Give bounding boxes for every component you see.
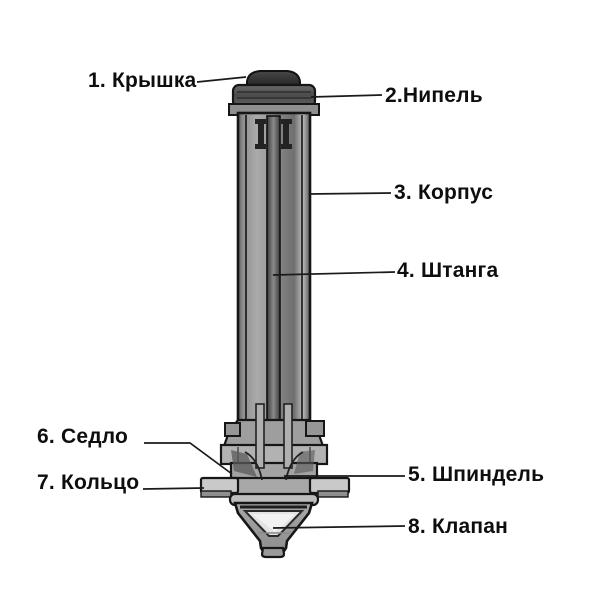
flare-lug-right xyxy=(306,421,324,436)
label-ring: 7. Кольцо xyxy=(37,471,140,494)
gland-tube-right xyxy=(284,404,292,468)
leader-line-seat xyxy=(144,443,232,474)
leader-line-cap xyxy=(197,77,246,82)
leader-line-body xyxy=(309,193,391,194)
leader-line-ring xyxy=(143,488,204,489)
label-cap: 1. Крышка xyxy=(88,69,197,92)
label-seat: 6. Седло xyxy=(37,425,129,448)
valve-stem xyxy=(262,548,284,557)
flare-lug-left xyxy=(225,423,240,436)
ring-wing-right-lip xyxy=(318,491,348,497)
label-nipple: 2.Нипель xyxy=(385,84,483,107)
label-valve: 8. Клапан xyxy=(408,515,509,538)
label-spindle: 5. Шпиндель xyxy=(408,463,545,486)
ring-wing-left-lip xyxy=(201,491,231,497)
label-body: 3. Корпус xyxy=(394,181,494,204)
gland-tube-left xyxy=(256,404,264,468)
leader-line-nipple xyxy=(311,95,382,97)
label-rod: 4. Штанга xyxy=(397,259,499,282)
